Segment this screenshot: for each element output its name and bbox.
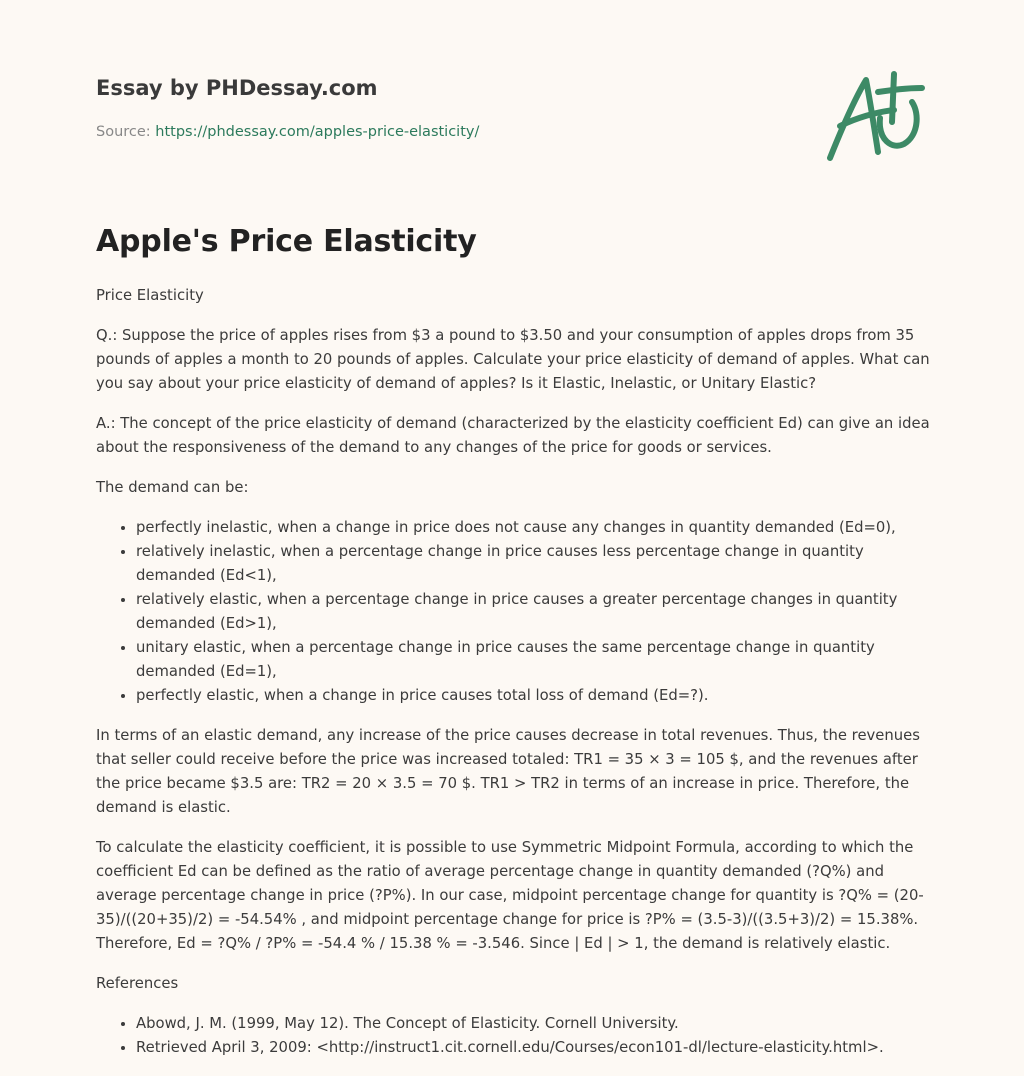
source-label: Source:: [96, 124, 151, 140]
list-item: • Retrieved April 3, 2009: <http://instruct1.cit.cornell.edu/Courses/econ101-dl/lecture-elasticity.html>.: [136, 1036, 930, 1060]
list-item: • unitary elastic, when a percentage change in price causes the same percentage change in quantity demanded (Ed=1),: [136, 636, 930, 684]
references-list: [96, 1012, 930, 1060]
list-item: • perfectly inelastic, when a change in price does not cause any changes in quantity demanded (Ed=0),: [136, 516, 930, 540]
a-plus-logo-icon: [820, 66, 930, 166]
references-heading: References: [96, 975, 179, 992]
source-line: [96, 124, 479, 140]
source-link[interactable]: https://phdessay.com/apples-price-elasticity/: [155, 124, 480, 140]
brand-title: Essay by PHDessay.com: [96, 76, 378, 100]
answer-paragraph: A.: The concept of the price elasticity of demand (characterized by the elasticity coefficient Ed) can give an idea about the responsiveness of the demand to any changes of the price for goods or services.: [96, 415, 930, 456]
list-item: • perfectly elastic, when a change in price causes total loss of demand (Ed=?).: [136, 684, 930, 708]
article-title: Apple's Price Elasticity: [96, 224, 477, 259]
midpoint-paragraph: To calculate the elasticity coefficient, it is possible to use Symmetric Midpoint Formula, according to which the coefficient Ed can be defined as the ratio of average percentage change in quantity demanded (?Q%) and average percentage change in price (?P%). In our case, midpoint percentage change for quantity is ?Q% = (20-35)/((20+35)/2) = -54.54% , and midpoint percentage change for price is ?P% = (3.5-3)/((3.5+3)/2) = 15.38%. Therefore, Ed = ?Q% / ?P% = -54.4 % / 15.38 % = -3.546. Since | Ed | > 1, the demand is relatively elastic.: [96, 839, 924, 952]
question-paragraph: Q.: Suppose the price of apples rises from $3 a pound to $3.50 and your consumption of apples drops from 35 pounds of apples a month to 20 pounds of apples. Calculate your price elasticity of demand of apples. What can you say about your price elasticity of demand of apples? Is it Elastic, Inelastic, or Unitary Elastic?: [96, 327, 930, 392]
list-item: • relatively inelastic, when a percentage change in price causes less percentage change in quantity demanded (Ed<1),: [136, 540, 930, 588]
article-subtitle: Price Elasticity: [96, 287, 204, 304]
revenue-paragraph: In terms of an elastic demand, any increase of the price causes decrease in total revenues. Thus, the revenues that seller could receive before the price was increased totaled: TR1 = 35 × 3 = 105 $, and the revenues after the price became $3.5 are: TR2 = 20 × 3.5 = 70 $. TR1 > TR2 in terms of an increase in price. Therefore, the demand is elastic.: [96, 727, 920, 816]
demand-types-list: [96, 516, 930, 708]
demand-intro: The demand can be:: [96, 479, 249, 496]
list-item: • Abowd, J. M. (1999, May 12). The Concept of Elasticity. Cornell University.: [136, 1012, 930, 1036]
list-item: • relatively elastic, when a percentage change in price causes a greater percentage changes in quantity demanded (Ed>1),: [136, 588, 930, 636]
article-body: [96, 284, 930, 1076]
